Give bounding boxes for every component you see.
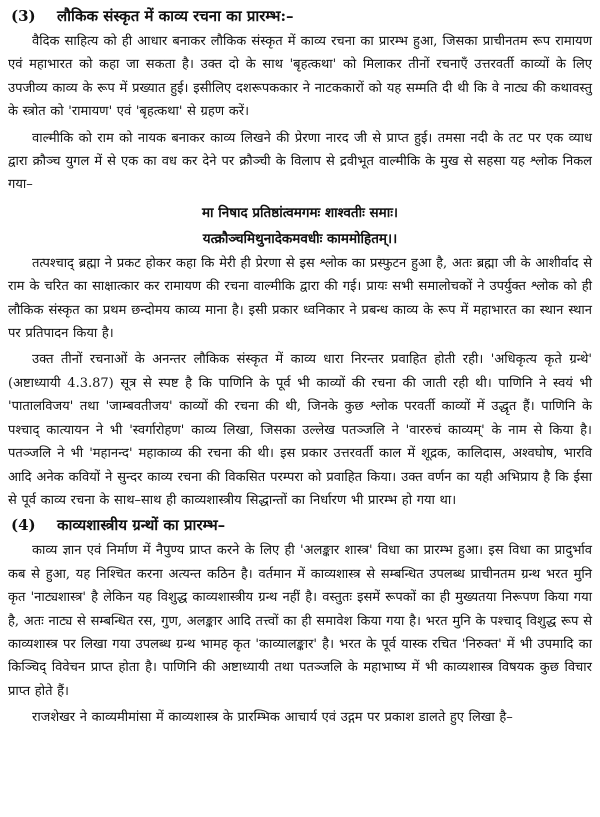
section-3-title: लौकिक संस्कृत में काव्य रचना का प्रारम्भ:– xyxy=(57,7,294,25)
section-3-paragraph-2: वाल्मीकि को राम को नायक बनाकर काव्य लिखने की प्रेरणा नारद जी से प्राप्त हुई। तमसा नदी के तट पर एक व्याध द्वारा क्रौञ्च युगल में से एक का वध कर देने पर क्रौञ्ची के विलाप से द्रवीभूत वाल्मीकि के मुख से सहसा यह श्लोक निकल गया– xyxy=(8,130,592,193)
verse-line-2: यत्क्रौञ्चमिथुनादेकमवधीः काममोहितम्।। xyxy=(202,230,398,247)
verse-line-1: मा निषाद प्रतिष्ठांत्वमगमः शाश्वतीः समाः। xyxy=(201,204,399,221)
section-3-paragraph-3: तत्पश्चाद् ब्रह्मा ने प्रकट होकर कहा कि मेरी ही प्रेरणा से इस श्लोक का प्रस्फुटन हुआ है, अतः ब्रह्मा जी के आशीर्वाद से राम के चरित का साक्षात्कार कर रामायण की रचना वाल्मीकि द्वारा की गई। प्रायः सभी समालोचकों ने उपर्युक्त श्लोक को ही लौकिक संस्कृत का प्रथम छन्दोमय काव्य माना है। इसी प्रकार ध्वनिकार ने प्रबन्ध काव्य के रूप में महाभारत का स्थान स्थान पर प्रतिपादन किया है। xyxy=(8,255,592,342)
section-4-title: काव्यशास्त्रीय ग्रन्थों का प्रारम्भ– xyxy=(57,516,226,535)
section-4-paragraph-2: राजशेखर ने काव्यमीमांसा में काव्यशास्त्र के प्रारम्भिक आचार्य एवं उद्गम पर प्रकाश डालते हुए लिखा है– xyxy=(32,710,513,726)
section-4-number: (4) xyxy=(11,516,36,535)
section-3-paragraph-1: वैदिक साहित्य को ही आधार बनाकर लौकिक संस्कृत में काव्य रचना का प्रारम्भ हुआ, जिसका प्राचीनतम रूप रामायण एवं महाभारत को कहा जा सकता है। उक्त दो के साथ 'बृहत्कथा' को मिलाकर तीनों रचनाएँ उत्तरवर्ती काव्यों के लिए उपजीव्य काव्य के रूप में प्रख्यात हुई। इसीलिए दशरूपककार ने नाटककारों को यह सम्मति दी थी कि वे नाट्य की कथावस्तु के स्त्रोत को 'रामायण' एवं 'बृहत्कथा' से ग्रहण करें। xyxy=(8,34,592,120)
section-3-number: (3) xyxy=(11,7,36,25)
section-4-paragraph-1: काव्य ज्ञान एवं निर्माण में नैपुण्य प्राप्त करने के लिए ही 'अलङ्कार शास्त्र' विधा का प्रारम्भ हुआ। इस विधा का प्रादुर्भाव कब से हुआ, यह निश्चित करना अत्यन्त कठिन है। वर्तमान में काव्यशास्त्र से सम्बन्धित उपलब्ध प्राचीनतम ग्रन्थ भरत मुनि कृत 'नाट्यशास्त्र' है लेकिन यह विशुद्ध काव्यशास्त्रीय ग्रन्थ नहीं है। वस्तुतः इसमें रूपकों का ही मुख्यतया निरूपण किया गया है, अतः नाट्य से सम्बन्धित रस, गुण, अलङ्कार आदि तत्त्वों का ही समावेश किया गया है। भरत मुनि के पश्चाद् विशुद्ध रूप से काव्यशास्त्र पर लिखा गया उपलब्ध ग्रन्थ भामह कृत 'काव्यालङ्कार' है। भरत के पूर्व यास्क रचित 'निरुक्त' में भी उपमादि का किञ्चिद् विवेचन प्राप्त होता है। पाणिनि की अष्टाध्यायी तथा पतञ्जलि के महाभाष्य में भी काव्यशास्त्र विषयक कुछ विचार प्राप्त होते हैं। xyxy=(8,543,592,699)
section-4-heading xyxy=(8,515,592,536)
section-3-paragraph-4: उक्त तीनों रचनाओं के अनन्तर लौकिक संस्कृत में काव्य धारा निरन्तर प्रवाहित होती रही। 'अधिकृत्य कृते ग्रन्थे' (अष्टाध्यायी 4.3.87) सूत्र से स्पष्ट है कि पाणिनि के पूर्व भी काव्यों की रचना की जाती रही थी। पाणिनि ने स्वयं भी 'पातालविजय' तथा 'जाम्बवतीजय' काव्यों की रचना की थी, जिनके कुछ श्लोक परवर्ती काव्यों में उद्धृत हैं। पाणिनि के पश्चाद् कात्यायन ने भी 'स्वर्गारोहण' काव्य लिखा, जिसका उल्लेख पतञ्जलि ने 'वाररुचं काव्यम्' के नाम से किया है। पतञ्जलि ने भी 'महानन्द' महाकाव्य की रचना की थी। इस प्रकार उत्तरवर्ती काल में शूद्रक, कालिदास, अश्वघोष, भारवि आदि अनेक कवियों ने सुन्दर काव्य रचना की विकसित परम्परा को प्रवाहित किया। उक्त वर्णन का यही अभिप्राय है कि ईसा से पूर्व काव्य रचना के साथ–साथ ही काव्यशास्त्रीय सिद्धान्तों का निर्धारण भी प्रारम्भ हो गया था। xyxy=(8,352,592,508)
section-3-heading xyxy=(8,6,592,27)
